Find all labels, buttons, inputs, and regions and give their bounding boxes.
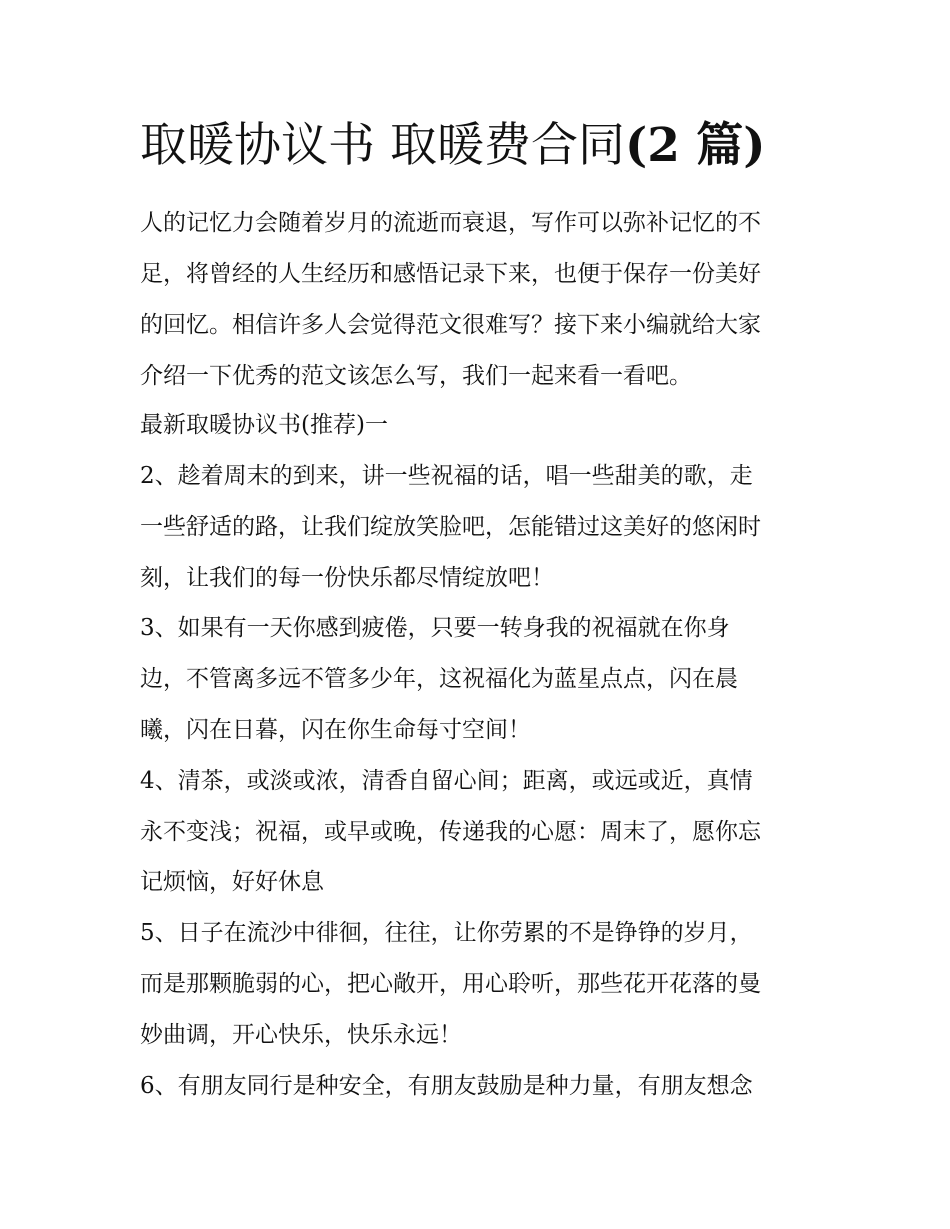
body-line-13: 永不变浅；祝福，或早或晚，传递我的心愿：周末了，愿你忘 (140, 819, 761, 845)
body-line-15: 5、日子在流沙中徘徊，往往，让你劳累的不是铮铮的岁月， (140, 920, 753, 946)
body-line-2: 足，将曾经的人生经历和感悟记录下来，也便于保存一份美好 (140, 261, 761, 287)
body-line-11: 曦，闪在日暮，闪在你生命每寸空间！ (140, 717, 531, 743)
body-line-6: 2、趁着周末的到来，讲一些祝福的话，唱一些甜美的歌，走 (140, 463, 753, 489)
title-suffix: (2 篇) (624, 118, 766, 173)
body-line-10: 边，不管离多远不管多少年，这祝福化为蓝星点点，闪在晨 (140, 666, 738, 692)
body-line-1: 人的记忆力会随着岁月的流逝而衰退，写作可以弥补记忆的不 (140, 210, 761, 236)
section-heading: 最新取暖协议书(推荐)一 (140, 412, 388, 438)
body-line-12: 4、清茶，或淡或浓，清香自留心间；距离，或远或近，真情 (140, 768, 753, 794)
body-line-16: 而是那颗脆弱的心，把心敞开，用心聆听，那些花开花落的曼 (140, 971, 761, 997)
body-line-4: 介绍一下优秀的范文该怎么写，我们一起来看一看吧。 (140, 363, 692, 389)
body-line-17: 妙曲调，开心快乐，快乐永远！ (140, 1022, 462, 1048)
body-line-18: 6、有朋友同行是种安全，有朋友鼓励是种力量，有朋友想念 (140, 1073, 753, 1099)
body-line-7: 一些舒适的路，让我们绽放笑脸吧，怎能错过这美好的悠闲时 (140, 514, 761, 540)
document-title: 取暖协议书 取暖费合同(2 篇) (140, 118, 766, 173)
body-line-9: 3、如果有一天你感到疲倦，只要一转身我的祝福就在你身 (140, 615, 730, 641)
body-line-8: 刻，让我们的每一份快乐都尽情绽放吧！ (140, 565, 554, 591)
body-line-3: 的回忆。相信许多人会觉得范文很难写？接下来小编就给大家 (140, 312, 761, 338)
body-line-14: 记烦恼，好好休息 (140, 869, 324, 895)
